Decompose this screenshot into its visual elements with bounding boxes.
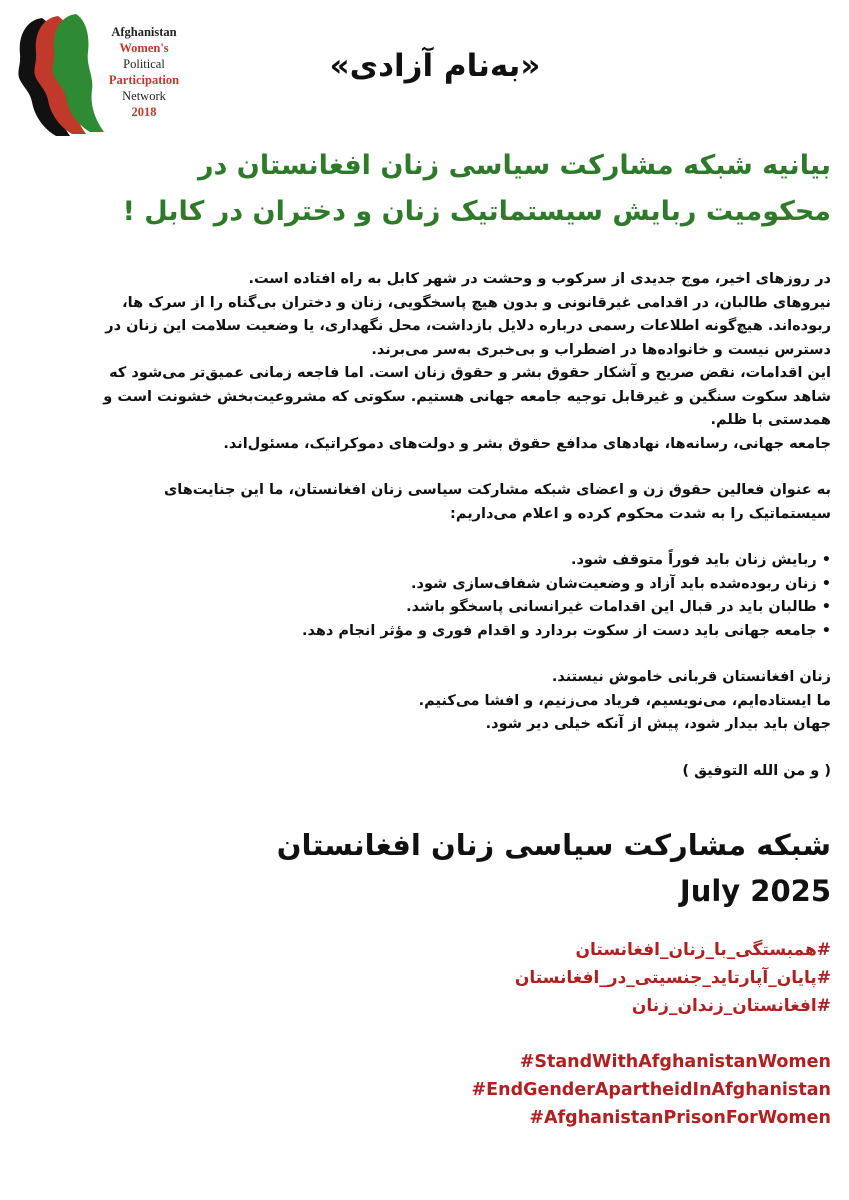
hashtags-persian [16, 936, 831, 1020]
hashtag: EndGenderApartheidInAfghanistan# [471, 1080, 831, 1100]
demand-item: • طالبان باید در قبال این اقدامات غیرانسانی پاسخگو باشد. [16, 596, 831, 620]
signature-date: July 2025 [679, 874, 831, 908]
body-line: نیروهای طالبان، در اقدامی غیرقانونی و بدون هیچ پاسخگویی، زنان و دختران بی‌گناه را از سرک ها، [122, 294, 831, 311]
statement-body [16, 268, 831, 783]
signature-organization: شبکه مشارکت سیاسی زنان افغانستان [276, 828, 831, 862]
logo-line-5: Network [122, 89, 166, 103]
demand-item: • زنان ربوده‌شده باید آزاد و وضعیت‌شان شفاف‌سازی شود. [16, 573, 831, 597]
headline-line-1: بیانیه شبکه مشارکت سیاسی زنان افغانستان در [197, 150, 831, 181]
logo-line-4: Participation [108, 73, 180, 87]
hashtag: StandWithAfghanistanWomen# [519, 1052, 831, 1072]
demand-item: • ربایش زنان باید فوراً متوقف شود. [16, 549, 831, 573]
organization-logo [12, 10, 190, 142]
logo-year: 2018 [131, 105, 157, 119]
logo-wordmark [90, 24, 198, 120]
position-line: به عنوان فعالین حقوق زن و اعضای شبکه مشارکت سیاسی زنان افغانستان، ما این جنایت‌های [164, 482, 831, 498]
body-line: ربوده‌اند. هیچ‌گونه اطلاعات رسمی درباره دلایل بازداشت، محل نگهداری، یا وضعیت سلامت این زنان در [105, 318, 831, 334]
body-line: جامعه جهانی، رسانه‌ها، نهادهای مدافع حقوق بشر و دولت‌های دموکراتیک، مسئول‌اند. [223, 435, 831, 452]
closing-line: ما ایستاده‌ایم، می‌نویسیم، فریاد می‌زنیم، و افشا می‌کنیم. [418, 692, 831, 709]
headline-line-2: محکومیت ربایش سیستماتیک زنان و دختران در کابل ! [122, 196, 831, 227]
logo-line-2: Women's [119, 41, 169, 55]
signature-block [16, 822, 831, 914]
hashtag: #افغانستان_زندان_زنان [631, 996, 831, 1016]
hashtags-english [16, 1048, 831, 1132]
hashtag: AfghanistanPrisonForWomen# [529, 1108, 831, 1128]
invocation: ( و من الله التوفیق ) [682, 762, 831, 779]
body-line: شاهد سکوت سنگین و غیرقابل توجیه جامعه جهانی هستیم. سکوتی که مشروعیت‌بخش خشونت است و [103, 388, 831, 405]
demands-list [16, 549, 831, 643]
body-line: این اقدامات، نقض صریح و آشکار حقوق بشر و حقوق زنان است. اما فاجعه زمانی عمیق‌تر می‌شود که [109, 365, 831, 381]
demand-item: • جامعه جهانی باید دست از سکوت بردارد و اقدام فوری و مؤثر انجام دهد. [16, 620, 831, 644]
position-line: سیستماتیک را به شدت محکوم کرده و اعلام می‌داریم: [450, 505, 831, 522]
body-line: دسترس نیست و خانواده‌ها در اضطراب و بی‌خبری به‌سر می‌برند. [371, 341, 831, 358]
logo-line-3: Political [123, 57, 165, 71]
statement-headline [16, 143, 831, 235]
hashtag: #همبستگی_با_زنان_افغانستان [575, 940, 831, 960]
closing-line: جهان باید بیدار شود، پیش از آنکه خیلی دیر شود. [485, 716, 831, 732]
body-line: همدستی با ظلم. [710, 412, 831, 428]
body-line: در روزهای اخیر، موج جدیدی از سرکوب و وحشت در شهر کابل به راه افتاده است. [248, 271, 831, 287]
hashtag: #پایان_آپارتاید_جنسیتی_در_افغانستان [514, 968, 831, 988]
closing-line: زنان افغانستان قربانی خاموش نیستند. [551, 669, 831, 685]
motto-heading: «به‌نام آزادی» [329, 48, 541, 84]
logo-line-1: Afghanistan [111, 25, 177, 39]
